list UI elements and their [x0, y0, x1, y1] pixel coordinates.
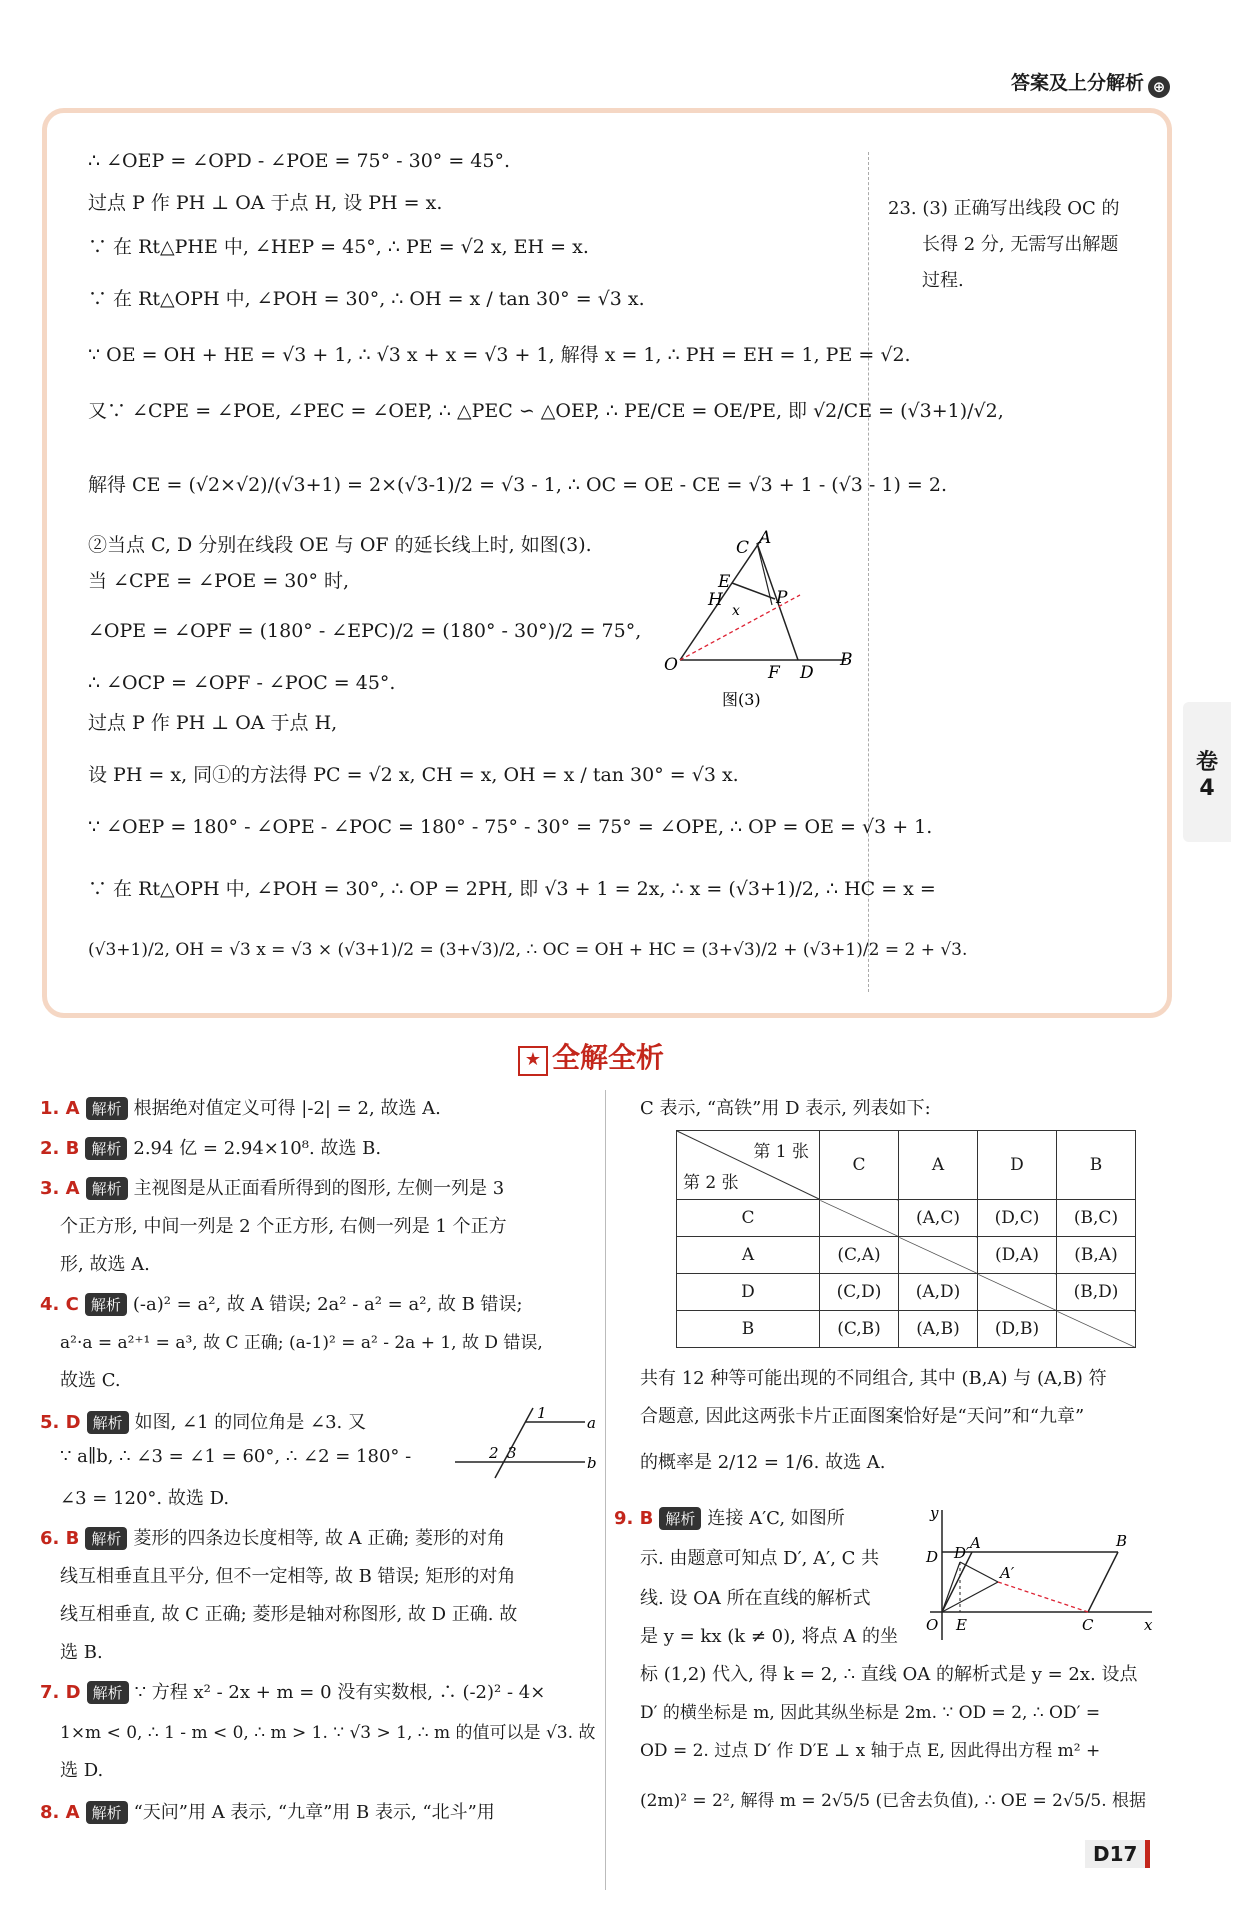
- table-cell-diagonal: [899, 1237, 978, 1274]
- fig3-caption: 图(3): [722, 690, 761, 709]
- table-row: [677, 1237, 1136, 1274]
- answer-line: 线. 设 OA 所在直线的解析式: [640, 1588, 871, 1609]
- table-row-header: B: [677, 1311, 820, 1348]
- fig5-label: 3: [507, 1444, 517, 1462]
- star-icon: ★: [518, 1046, 548, 1076]
- answer-line: 标 (1,2) 代入, 得 k = 2, ∴ 直线 OA 的解析式是 y = 2x. 设点: [640, 1664, 1138, 1685]
- answer-line: OD = 2. 过点 D′ 作 D′E ⊥ x 轴于点 E, 因此得出方程 m² +: [640, 1741, 1101, 1761]
- side-tab-line: 卷: [1195, 750, 1218, 775]
- answer-line: ∵ a∥b, ∴ ∠3 = ∠1 = 60°, ∴ ∠2 = 180° -: [60, 1446, 412, 1467]
- column-separator: [605, 1090, 606, 1890]
- table-row-header: A: [677, 1237, 820, 1274]
- answer-line: 1×m < 0, ∴ 1 - m < 0, ∴ m > 1. ∵ √3 > 1, ∴ m 的值可以是 √3. 故: [60, 1723, 596, 1743]
- figure-9: [920, 1500, 1160, 1650]
- table-cell: (C,B): [820, 1311, 899, 1348]
- table-cell-diagonal: [978, 1274, 1057, 1311]
- table-cell: (A,C): [899, 1200, 978, 1237]
- table-row: [677, 1311, 1136, 1348]
- answer-line: 示. 由题意可知点 D′, A′, C 共: [640, 1548, 880, 1569]
- answer-item: 7. D 解析 ∵ 方程 x² - 2x + m = 0 没有实数根, ∴ (-2)² - 4×: [40, 1682, 546, 1703]
- answer-item: 3. A 解析 主视图是从正面看所得到的图形, 左侧一列是 3: [40, 1178, 505, 1199]
- box-line: 解得 CE = (√2×√2)/(√3+1) = 2×(√3-1)/2 = √3 - 1, ∴ OC = OE - CE = √3 + 1 - (√3 - 1) = 2.: [88, 474, 948, 496]
- box-line: 设 PH = x, 同①的方法得 PC = √2 x, CH = x, OH = x / tan 30° = √3 x.: [88, 764, 739, 786]
- answer-line: 故选 C.: [60, 1370, 121, 1391]
- box-line: ②当点 C, D 分别在线段 OE 与 OF 的延长线上时, 如图(3).: [88, 534, 592, 556]
- box-line: ∵ 在 Rt△OPH 中, ∠POH = 30°, ∴ OH = x / tan 30° = √3 x.: [88, 288, 645, 310]
- fig9-label: D: [926, 1548, 939, 1566]
- box-line: ∵ OE = OH + HE = √3 + 1, ∴ √3 x + x = √3 + 1, 解得 x = 1, ∴ PH = EH = 1, PE = √2.: [88, 344, 911, 366]
- answer-line: 选 D.: [60, 1760, 104, 1781]
- answer-item: 1. A 解析 根据绝对值定义可得 |-2| = 2, 故选 A.: [40, 1098, 441, 1119]
- scoring-note-line: 过程.: [922, 270, 964, 291]
- fig3-label: O: [664, 655, 678, 675]
- table-cell: (B,C): [1057, 1200, 1136, 1237]
- table-col-header: B: [1057, 1131, 1136, 1200]
- box-line: 过点 P 作 PH ⊥ OA 于点 H, 设 PH = x.: [88, 192, 443, 214]
- scoring-note-line: 23. (3) 正确写出线段 OC 的: [888, 198, 1120, 219]
- fig3-label: F: [768, 663, 780, 683]
- box-line: (√3+1)/2, OH = √3 x = √3 × (√3+1)/2 = (3+√3)/2, ∴ OC = OH + HC = (3+√3)/2 + (√3+1)/2 = 2 + √3.: [88, 940, 968, 960]
- box-line: ∵ 在 Rt△PHE 中, ∠HEP = 45°, ∴ PE = √2 x, EH = x.: [88, 236, 589, 258]
- answer-line: 合题意, 因此这两张卡片正面图案恰好是“天问”和“九章”: [640, 1406, 1085, 1427]
- table-cell: (B,D): [1057, 1274, 1136, 1311]
- side-tab: [1183, 702, 1231, 842]
- box-line: ∴ ∠OEP = ∠OPD - ∠POE = 75° - 30° = 45°.: [88, 150, 511, 172]
- fig3-label: x: [732, 603, 740, 619]
- box-line: ∵ ∠OEP = 180° - ∠OPE - ∠POC = 180° - 75° - 30° = 75° = ∠OPE, ∴ OP = OE = √3 + 1.: [88, 816, 933, 838]
- answer-line: 共有 12 种等可能出现的不同组合, 其中 (B,A) 与 (A,B) 符: [640, 1368, 1107, 1389]
- scoring-note-line: 长得 2 分, 无需写出解题: [922, 234, 1119, 255]
- corner-top-label: 第 1 张: [753, 1142, 809, 1162]
- table-cell: (C,A): [820, 1237, 899, 1274]
- answer-line: (2m)² = 2², 解得 m = 2√5/5 (已舍去负值), ∴ OE = 2√5/5. 根据: [640, 1791, 1146, 1811]
- table-cell-diagonal: [1057, 1311, 1136, 1348]
- answer-line: 的概率是 2/12 = 1/6. 故选 A.: [640, 1452, 886, 1473]
- table-cell: (A,B): [899, 1311, 978, 1348]
- answer-item: 5. D 解析 如图, ∠1 的同位角是 ∠3. 又: [40, 1412, 366, 1433]
- header-title: 答案及上分解析: [1010, 72, 1144, 94]
- table-cell: (A,D): [899, 1274, 978, 1311]
- answer-item: 9. B 解析 连接 A′C, 如图所: [614, 1508, 845, 1529]
- page-header: [1011, 68, 1170, 98]
- table-row-header: D: [677, 1274, 820, 1311]
- table-cell: (D,C): [978, 1200, 1057, 1237]
- box-line: 过点 P 作 PH ⊥ OA 于点 H,: [88, 712, 338, 734]
- table-cell-diagonal: [820, 1200, 899, 1237]
- fig3-label: C: [736, 538, 750, 558]
- answer-item: 4. C 解析 (-a)² = a², 故 A 错误; 2a² - a² = a², 故 B 错误;: [40, 1294, 523, 1315]
- answer-line: 线互相垂直且平分, 但不一定相等, 故 B 错误; 矩形的对角: [60, 1566, 516, 1587]
- figure-5: [455, 1400, 595, 1480]
- answer-line: ∠3 = 120°. 故选 D.: [60, 1488, 230, 1509]
- fig3-label: E: [718, 572, 731, 592]
- fig9-label: x: [1144, 1616, 1153, 1634]
- fig9-label: A′: [1000, 1564, 1015, 1582]
- box-divider: [868, 152, 869, 992]
- table-cell: (D,A): [978, 1237, 1057, 1274]
- fig9-label: y: [930, 1504, 939, 1522]
- section-title: [518, 1036, 664, 1076]
- table-row-header: C: [677, 1200, 820, 1237]
- fig3-label: H: [708, 590, 723, 610]
- answer-line: 线互相垂直, 故 C 正确; 菱形是轴对称图形, 故 D 正确. 故: [60, 1604, 518, 1625]
- globe-icon: ⊕: [1148, 76, 1170, 98]
- fig5-label: b: [587, 1454, 597, 1472]
- answer-line: 选 B.: [60, 1642, 103, 1663]
- table-cell: (C,D): [820, 1274, 899, 1311]
- table-col-header: A: [899, 1131, 978, 1200]
- page-number: D17: [1085, 1840, 1150, 1868]
- figure-3: [660, 525, 860, 715]
- box-line: ∠OPE = ∠OPF = (180° - ∠EPC)/2 = (180° - 30°)/2 = 75°,: [88, 620, 642, 642]
- fig9-label: O: [926, 1616, 939, 1634]
- answer-item: 6. B 解析 菱形的四条边长度相等, 故 A 正确; 菱形的对角: [40, 1528, 506, 1549]
- table-row: [677, 1274, 1136, 1311]
- answer-line: 个正方形, 中间一列是 2 个正方形, 右侧一列是 1 个正方: [60, 1216, 507, 1237]
- corner-bottom-label: 第 2 张: [683, 1173, 739, 1193]
- table-cell: (D,B): [978, 1311, 1057, 1348]
- fig9-label: D′: [954, 1544, 970, 1562]
- outcome-table: [676, 1130, 1136, 1348]
- table-col-header: D: [978, 1131, 1057, 1200]
- fig5-label: 2: [489, 1444, 499, 1462]
- table-corner-cell: [677, 1131, 820, 1200]
- answer-line: C 表示, “高铁”用 D 表示, 列表如下:: [640, 1098, 931, 1119]
- table-header-row: [677, 1131, 1136, 1200]
- fig3-label: B: [840, 650, 853, 670]
- fig3-label: A: [759, 528, 772, 548]
- answer-item: 2. B 解析 2.94 亿 = 2.94×10⁸. 故选 B.: [40, 1138, 382, 1159]
- table-col-header: C: [820, 1131, 899, 1200]
- table-row: [677, 1200, 1136, 1237]
- box-line: ∴ ∠OCP = ∠OPF - ∠POC = 45°.: [88, 672, 396, 694]
- fig5-label: a: [587, 1414, 596, 1432]
- fig5-label: 1: [537, 1404, 547, 1422]
- box-line: ∵ 在 Rt△OPH 中, ∠POH = 30°, ∴ OP = 2PH, 即 √3 + 1 = 2x, ∴ x = (√3+1)/2, ∴ HC = x =: [88, 878, 936, 900]
- answer-line: 形, 故选 A.: [60, 1254, 150, 1275]
- fig9-label: B: [1116, 1532, 1128, 1550]
- answer-line: D′ 的横坐标是 m, 因此其纵坐标是 2m. ∵ OD = 2, ∴ OD′ =: [640, 1703, 1101, 1723]
- answer-line: a²·a = a²⁺¹ = a³, 故 C 正确; (a-1)² = a² - 2a + 1, 故 D 错误,: [60, 1333, 543, 1353]
- fig3-label: P: [776, 588, 788, 608]
- box-line: 当 ∠CPE = ∠POE = 30° 时,: [88, 570, 350, 592]
- box-line: 又∵ ∠CPE = ∠POE, ∠PEC = ∠OEP, ∴ △PEC ∽ △OEP, ∴ PE/CE = OE/PE, 即 √2/CE = (√3+1)/√2,: [88, 400, 1004, 422]
- fig9-label: A: [970, 1534, 981, 1552]
- section-title-text: 全解全析: [552, 1041, 665, 1074]
- answer-item: 8. A 解析 “天问”用 A 表示, “九章”用 B 表示, “北斗”用: [40, 1802, 495, 1823]
- fig3-label: D: [800, 663, 814, 683]
- fig9-label: E: [956, 1616, 967, 1634]
- side-tab-line: 4: [1199, 776, 1215, 801]
- answer-line: 是 y = kx (k ≠ 0), 将点 A 的坐: [640, 1626, 899, 1647]
- table-cell: (B,A): [1057, 1237, 1136, 1274]
- fig9-label: C: [1082, 1616, 1094, 1634]
